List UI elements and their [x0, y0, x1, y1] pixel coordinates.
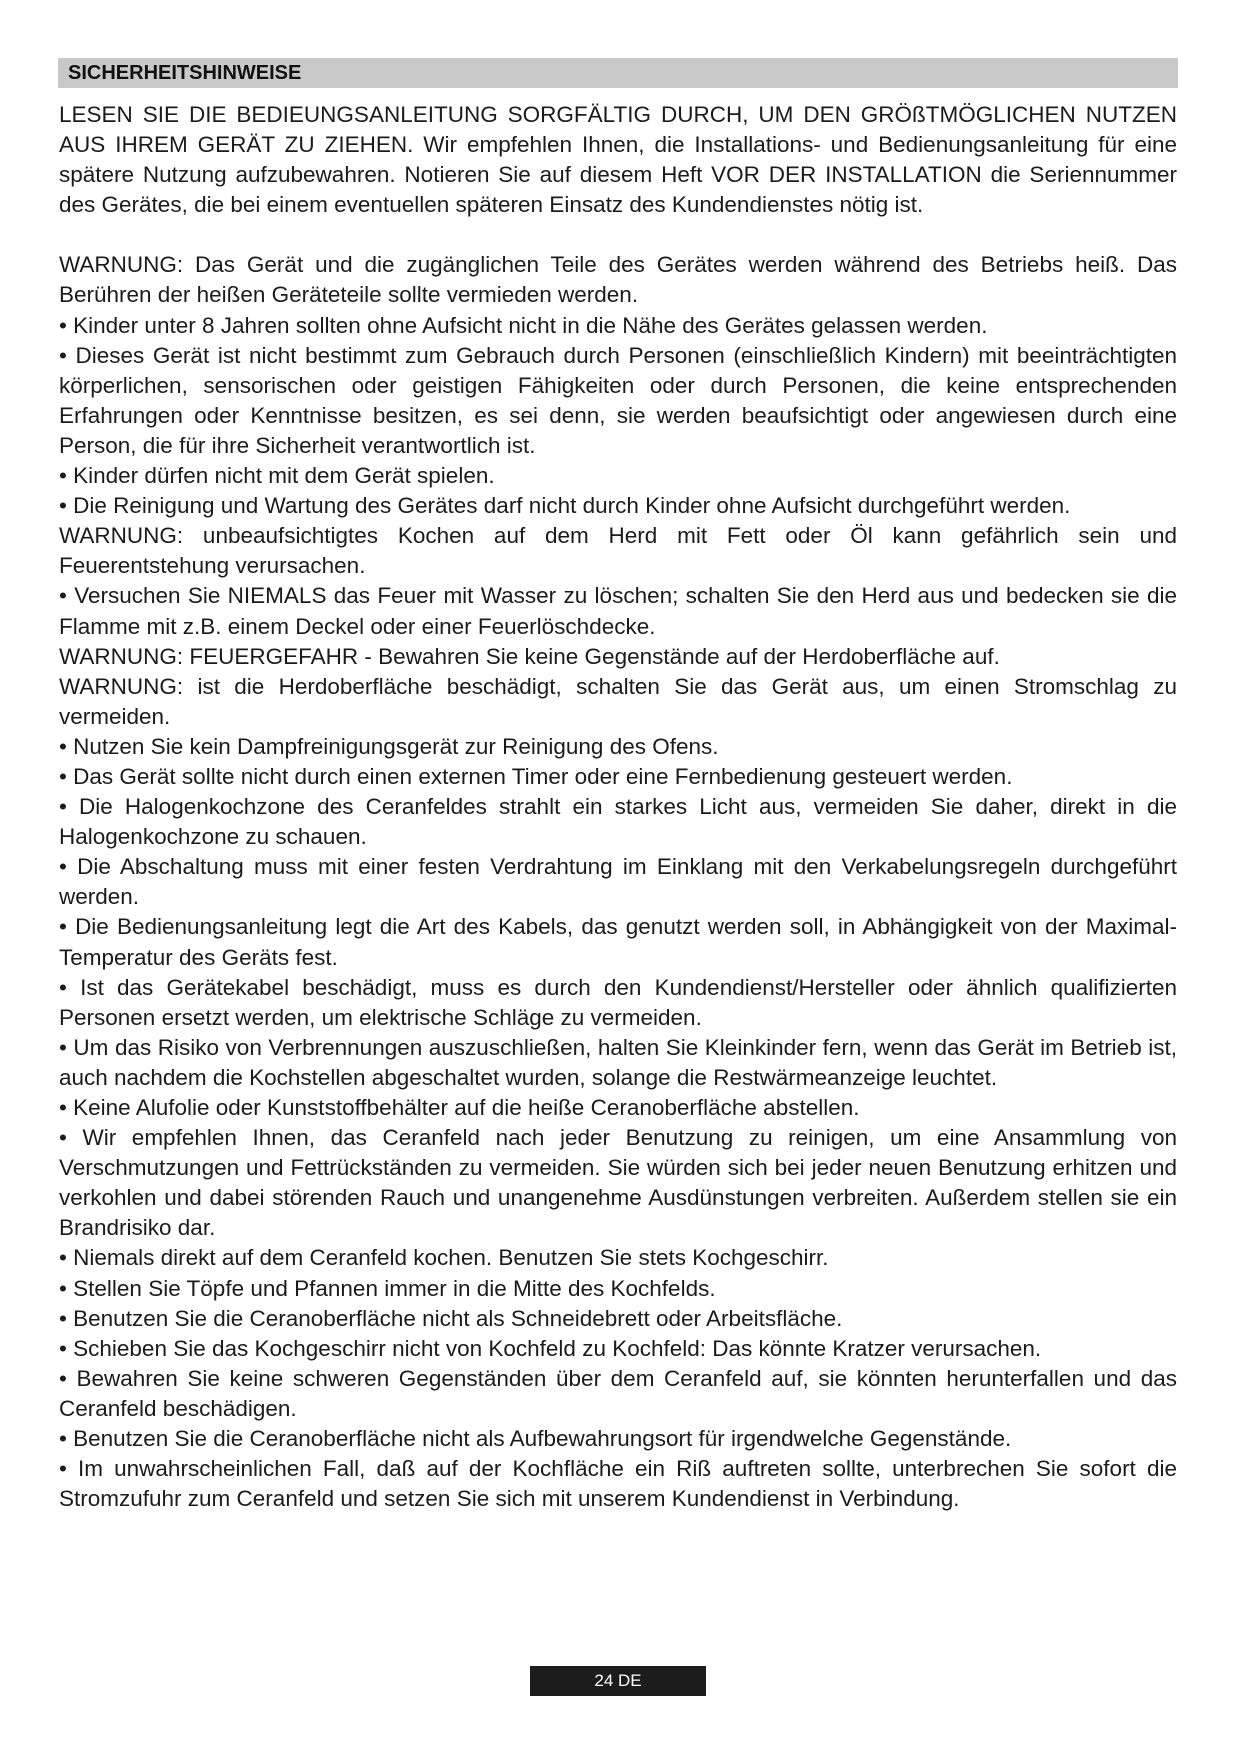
bullet-item: • Bewahren Sie keine schweren Gegenständen über dem Ceranfeld auf, sie könnten herunterfallen und das Ceranfeld beschädigen.: [59, 1364, 1177, 1424]
bullet-item: • Niemals direkt auf dem Ceranfeld kochen. Benutzen Sie stets Kochgeschirr.: [59, 1243, 1177, 1273]
bullet-item: • Nutzen Sie kein Dampfreinigungsgerät zur Reinigung des Ofens.: [59, 732, 1177, 762]
safety-text: [59, 100, 1177, 1514]
bullet-item: • Ist das Gerätekabel beschädigt, muss es durch den Kundendienst/Hersteller oder ähnlich qualifizierten Personen ersetzt werden, um elektrische Schläge zu vermeiden.: [59, 973, 1177, 1033]
bullet-item: • Keine Alufolie oder Kunststoffbehälter auf die heiße Ceranoberfläche abstellen.: [59, 1093, 1177, 1123]
bullet-item: • Die Bedienungsanleitung legt die Art des Kabels, das genutzt werden soll, in Abhängigkeit von der Maximal-Temperatur des Geräts fest.: [59, 912, 1177, 972]
bullet-item: • Versuchen Sie NIEMALS das Feuer mit Wasser zu löschen; schalten Sie den Herd aus und bedecken sie die Flamme mit z.B. einem Deckel oder einer Feuerlöschdecke.: [59, 581, 1177, 641]
warning-text: WARNUNG: Das Gerät und die zugänglichen Teile des Gerätes werden während des Betriebs heiß. Das Berühren der heißen Geräteteile sollte vermieden werden.: [59, 252, 1177, 308]
bullet-item: • Die Halogenkochzone des Ceranfeldes strahlt ein starkes Licht aus, vermeiden Sie daher, direkt in die Halogenkochzone zu schauen.: [59, 792, 1177, 852]
bullet-item: • Benutzen Sie die Ceranoberfläche nicht als Aufbewahrungsort für irgendwelche Gegenstände.: [59, 1424, 1177, 1454]
bullet-item: • Kinder dürfen nicht mit dem Gerät spielen.: [59, 461, 1177, 491]
bullet-item: • Dieses Gerät ist nicht bestimmt zum Gebrauch durch Personen (einschließlich Kindern) mit beeinträchtigten körperlichen, sensorischen oder geistigen Fähigkeiten oder durch Personen, die keine entsprechenden Erfahrungen oder Kenntnisse besitzen, es sei denn, sie werden beaufsichtigt oder angewiesen durch eine Person, die für ihre Sicherheit verantwortlich ist.: [59, 341, 1177, 461]
bullet-item: • Die Reinigung und Wartung des Gerätes darf nicht durch Kinder ohne Aufsicht durchgeführt werden.: [59, 491, 1177, 521]
bullet-item: • Benutzen Sie die Ceranoberfläche nicht als Schneidebrett oder Arbeitsfläche.: [59, 1304, 1177, 1334]
bullet-item: • Um das Risiko von Verbrennungen auszuschließen, halten Sie Kleinkinder fern, wenn das Gerät im Betrieb ist, auch nachdem die Kochstellen abgeschaltet wurden, solange die Restwärmeanzeige leuchtet.: [59, 1033, 1177, 1093]
warning-text: WARNUNG: FEUERGEFAHR - Bewahren Sie keine Gegenstände auf der Herdoberfläche auf.: [59, 643, 1000, 669]
page-number: 24 DE: [530, 1666, 706, 1696]
section-header: SICHERHEITSHINWEISE: [58, 58, 1178, 88]
bullet-item: • Kinder unter 8 Jahren sollten ohne Aufsicht nicht in die Nähe des Gerätes gelassen werden.: [59, 311, 1177, 341]
bullet-item: • Das Gerät sollte nicht durch einen externen Timer oder eine Fernbedienung gesteuert werden.: [59, 762, 1177, 792]
warning-text: WARNUNG: unbeaufsichtigtes Kochen auf dem Herd mit Fett oder Öl kann gefährlich sein und Feuerentstehung verursachen.: [59, 523, 1177, 579]
bullet-item: • Im unwahrscheinlichen Fall, daß auf der Kochfläche ein Riß auftreten sollte, unterbrechen Sie sofort die Stromzufuhr zum Ceranfeld und setzen Sie sich mit unserem Kundendienst in Verbindung.: [59, 1454, 1177, 1514]
warning-text: WARNUNG: ist die Herdoberfläche beschädigt, schalten Sie das Gerät aus, um einen Stromschlag zu vermeiden.: [59, 673, 1177, 729]
bullet-item: • Schieben Sie das Kochgeschirr nicht von Kochfeld zu Kochfeld: Das könnte Kratzer verursachen.: [59, 1334, 1177, 1364]
safety-items-list: [59, 250, 1177, 1514]
bullet-item: • Wir empfehlen Ihnen, das Ceranfeld nach jeder Benutzung zu reinigen, um eine Ansammlung von Verschmutzungen und Fettrückständen zu vermeiden. Sie würden sich bei jeder neuen Benutzung erhitzen und verkohlen und dabei störenden Rauch und unangenehme Ausdünstungen verbreiten. Außerdem stellen sie ein Brandrisiko dar.: [59, 1123, 1177, 1243]
intro-paragraph: LESEN SIE DIE BEDIEUNGSANLEITUNG SORGFÄLTIG DURCH, UM DEN GRÖßTMÖGLICHEN NUTZEN AUS IHREM GERÄT ZU ZIEHEN. Wir empfehlen Ihnen, die Installations- und Bedienungsanleitung für eine spätere Nutzung aufzubewahren. Notieren Sie auf diesem Heft VOR DER INSTALLATION die Seriennummer des Gerätes, die bei einem eventuellen späteren Einsatz des Kundendienstes nötig ist.: [59, 102, 1177, 218]
bullet-item: • Die Abschaltung muss mit einer festen Verdrahtung im Einklang mit den Verkabelungsregeln durchgeführt werden.: [59, 852, 1177, 912]
bullet-item: • Stellen Sie Töpfe und Pfannen immer in die Mitte des Kochfelds.: [59, 1274, 1177, 1304]
